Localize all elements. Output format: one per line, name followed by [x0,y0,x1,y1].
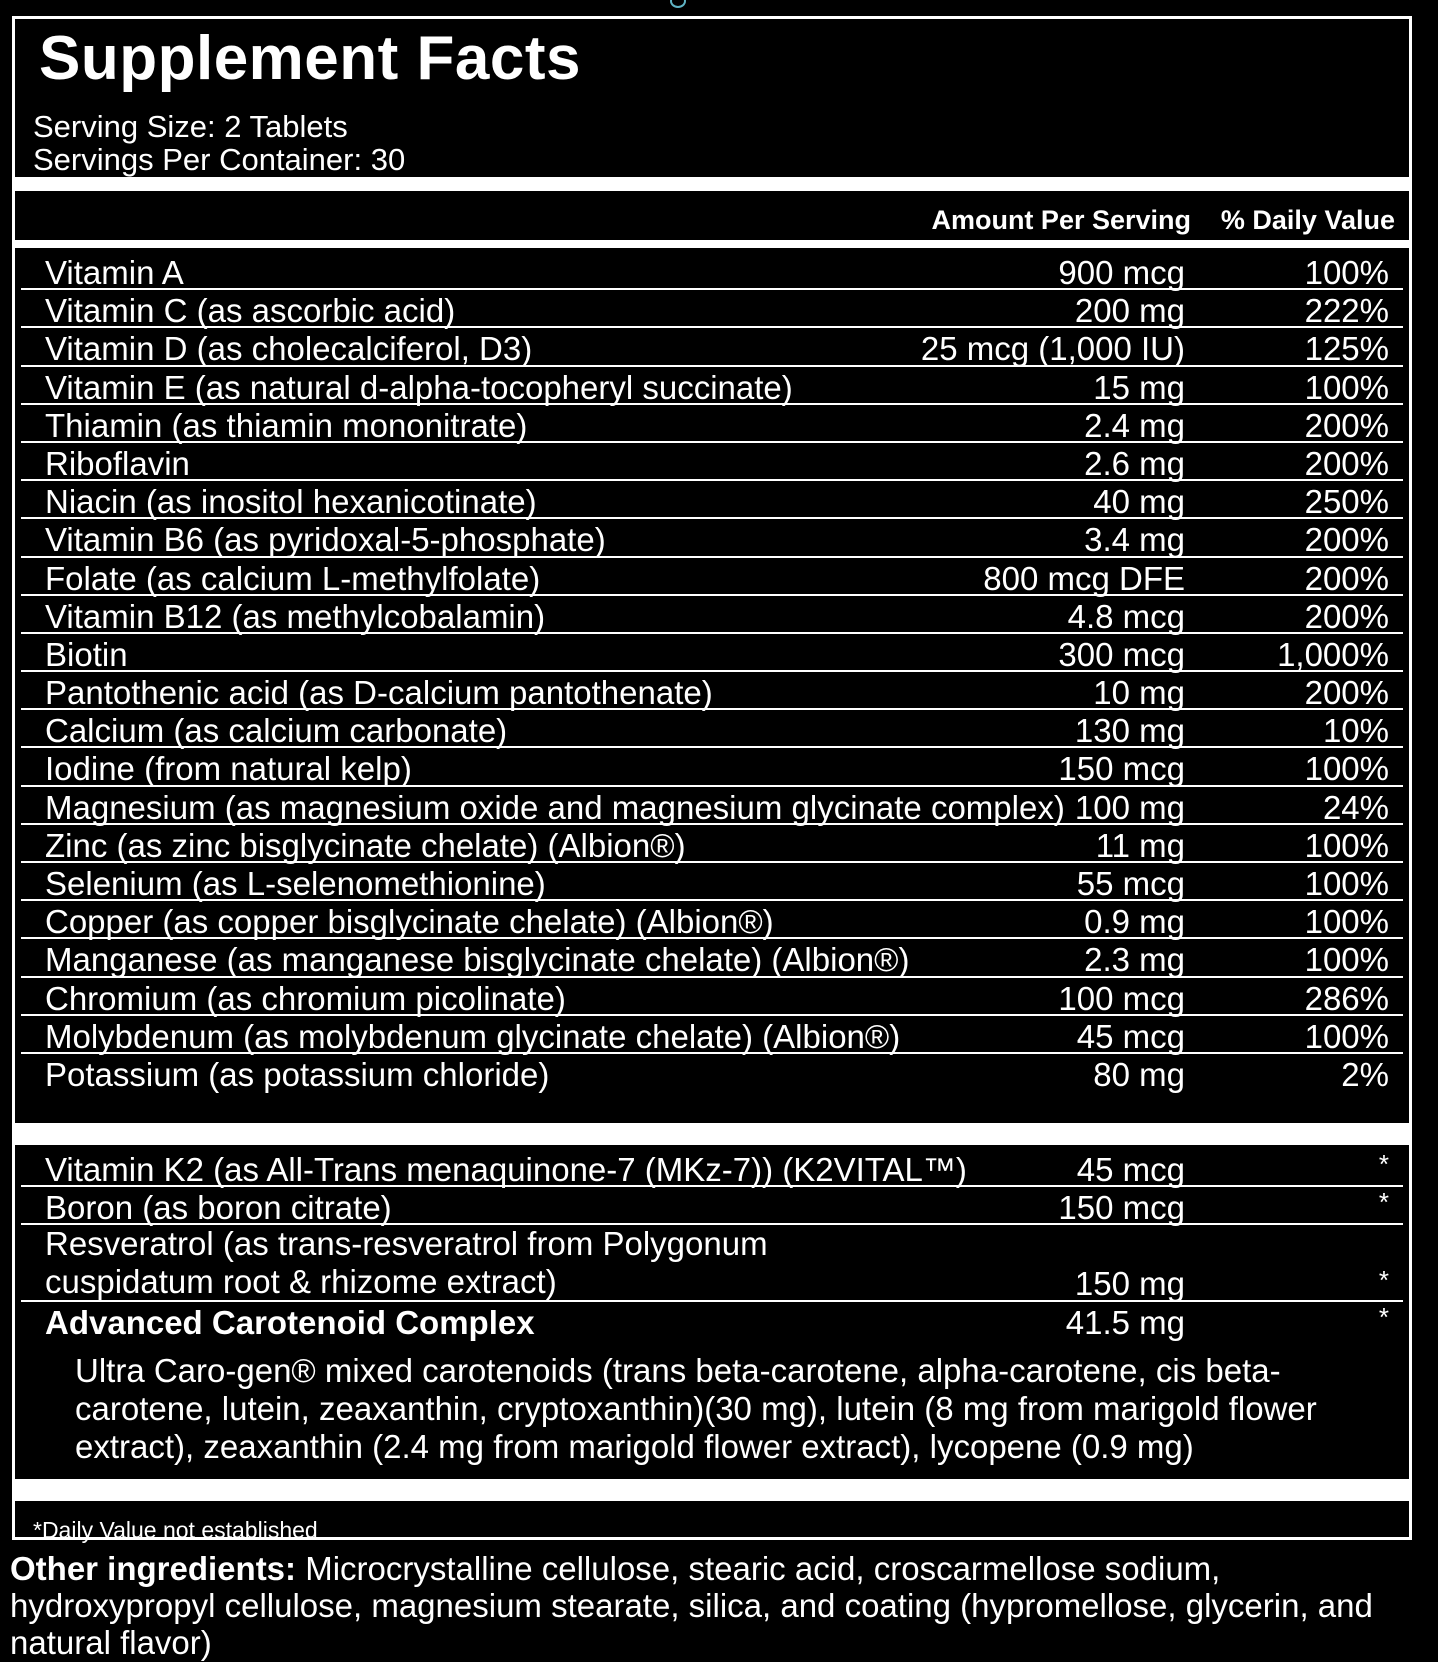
nutrient-daily-value: 200% [1304,521,1389,559]
nutrient-row [21,825,1403,863]
other-ingredients [10,1550,1430,1661]
nutrient-row [21,558,1403,596]
nutrient-name: Folate (as calcium L-methylfolate) [45,559,541,597]
nutrient-row [21,634,1403,672]
nutrient-amount: 25 mcg (1,000 IU) [920,330,1185,368]
nutrient-row [21,367,1403,405]
nutrient-daily-value: 200% [1304,406,1389,444]
nutrient-daily-value: 100% [1304,941,1389,979]
nutrient-daily-value: 100% [1304,903,1389,941]
nutrient-amount: 300 mcg [1058,635,1185,673]
serving-size: Serving Size: 2 Tablets [33,109,348,144]
nutrient-daily-value: * [1378,1301,1389,1332]
nutrient-row [21,328,1403,366]
nutrient-name: Niacin (as inositol hexanicotinate) [45,483,537,521]
nutrient-amount: 45 mcg [1076,1017,1185,1055]
nutrient-row [21,863,1403,901]
nutrient-row [21,1016,1403,1054]
nutrient-row [21,405,1403,443]
nutrient-amount: 200 mg [1074,292,1185,330]
other-ingredients-label: Other ingredients: [10,1550,297,1587]
other-nutrient-row [21,1225,1403,1301]
nutrient-row [21,481,1403,519]
nutrient-amount: 15 mg [1093,368,1185,406]
daily-value-column-header: % Daily Value [1220,205,1395,235]
nutrient-daily-value: 286% [1304,979,1389,1017]
nutrient-name: Copper (as copper bisglycinate chelate) (Albion®) [45,903,774,941]
nutrient-daily-value: 200% [1304,674,1389,712]
nutrient-amount: 2.3 mg [1084,941,1185,979]
nutrient-name: Resveratrol (as trans-resveratrol from Polygonum cuspidatum root & rhizome extract) [45,1225,768,1301]
nutrient-amount: 2.4 mg [1084,406,1185,444]
nutrient-amount: 150 mg [1074,1265,1185,1303]
section-divider [15,1123,1409,1145]
nutrient-name: Selenium (as L-selenomethionine) [45,865,546,902]
nutrient-name: Iodine (from natural kelp) [45,750,412,788]
nutrient-name: Molybdenum (as molybdenum glycinate chelate) (Albion®) [45,1017,901,1055]
amount-column-header: Amount Per Serving [931,205,1191,235]
nutrient-row [21,596,1403,634]
nutrient-row [21,290,1403,328]
nutrient-amount: 10 mg [1093,674,1185,712]
other-ingredients-text: Microcrystalline cellulose, stearic acid, croscarmellose sodium, hydroxypropyl cellulose, magnesium stearate, silica, and coating (hypromellose, glycerin, and natural flavor) [10,1550,1373,1661]
other-nutrient-row [21,1302,1403,1340]
nutrient-table [21,252,1403,1092]
nutrient-amount: 3.4 mg [1084,521,1185,559]
nutrient-name: Thiamin (as thiamin mononitrate) [45,406,528,444]
nutrient-daily-value: * [1378,1187,1389,1218]
nutrient-daily-value: 2% [1341,1055,1389,1093]
nutrient-row [21,901,1403,939]
nutrient-name: Vitamin E (as natural d-alpha-tocopheryl succinate) [45,368,793,406]
nutrient-name: Manganese (as manganese bisglycinate chelate) (Albion®) [45,941,910,979]
nutrient-daily-value: 200% [1304,559,1389,597]
carotenoid-detail [75,1352,1375,1466]
nutrient-name: Riboflavin [45,444,190,482]
panel-title: Supplement Facts [39,24,581,93]
nutrient-name: Vitamin K2 (as All-Trans menaquinone-7 (MKz-7)) (K2VITAL™) [45,1151,967,1188]
footer-divider [15,1479,1409,1501]
nutrient-row [21,443,1403,481]
nutrient-amount: 80 mg [1093,1055,1185,1093]
nutrient-row [21,252,1403,290]
nutrient-amount: 41.5 mg [1065,1303,1185,1341]
nutrient-daily-value: 200% [1304,444,1389,482]
nutrient-amount: 900 mcg [1058,254,1185,291]
nutrient-amount: 4.8 mcg [1067,597,1185,635]
nutrient-name: Vitamin B6 (as pyridoxal-5-phosphate) [45,521,606,559]
other-nutrient-row [21,1149,1403,1187]
nutrient-amount: 130 mg [1074,712,1185,750]
nutrient-daily-value: 10% [1322,712,1389,750]
nutrient-daily-value: 100% [1304,1017,1389,1055]
nutrient-amount: 150 mcg [1058,750,1185,788]
nutrient-amount: 0.9 mg [1084,903,1185,941]
header-divider [15,240,1409,248]
nutrient-row [21,1054,1403,1092]
supplement-facts-panel [12,16,1412,1543]
nutrient-daily-value: 1,000% [1277,635,1389,673]
nutrient-daily-value: 125% [1304,330,1389,368]
nutrient-daily-value: 222% [1304,292,1389,330]
nutrient-daily-value: 100% [1304,750,1389,788]
nutrient-amount: 45 mcg [1076,1151,1185,1188]
nutrient-name: Chromium (as chromium picolinate) [45,979,566,1017]
nutrient-name: Vitamin B12 (as methylcobalamin) [45,597,546,635]
nutrient-name: Advanced Carotenoid Complex [45,1303,535,1341]
nutrient-row [21,672,1403,710]
carotenoid-detail-text: Ultra Caro-gen® mixed carotenoids (trans beta-carotene, alpha-carotene, cis beta-carotene, lutein, zeaxanthin, cryptoxanthin)(30 mg), lutein (8 mg from marigold flower extract), zeaxanthin (2.4 mg from marigold flower extract), lycopene (0.9 mg) [75,1352,1317,1465]
nutrient-row [21,939,1403,977]
nutrient-name: Boron (as boron citrate) [45,1189,392,1227]
nutrient-daily-value: 250% [1304,483,1389,521]
nutrient-daily-value: 100% [1304,826,1389,864]
nutrient-daily-value: 200% [1304,597,1389,635]
nutrient-name: Biotin [45,635,128,673]
other-nutrient-table [21,1149,1403,1340]
nutrient-amount: 800 mcg DFE [983,559,1185,597]
registered-mark-icon [670,0,686,8]
nutrient-amount: 40 mg [1093,483,1185,521]
nutrient-row [21,787,1403,825]
nutrient-name: Calcium (as calcium carbonate) [45,712,508,750]
other-nutrient-row [21,1187,1403,1225]
nutrient-daily-value: 24% [1322,788,1389,826]
nutrient-name: Pantothenic acid (as D-calcium pantothenate) [45,674,713,712]
nutrient-name: Vitamin D (as cholecalciferol, D3) [45,330,533,368]
nutrient-amount: 11 mg [1095,826,1185,864]
nutrient-amount: 100 mcg [1058,979,1185,1017]
nutrient-row [21,748,1403,786]
nutrient-name: Magnesium (as magnesium oxide and magnesium glycinate complex) [45,788,1065,826]
nutrient-name: Potassium (as potassium chloride) [45,1055,550,1093]
servings-per-container: Servings Per Container: 30 [33,142,406,177]
nutrient-daily-value: * [1378,1149,1389,1179]
nutrient-amount: 150 mcg [1058,1189,1185,1227]
nutrient-amount: 2.6 mg [1084,444,1185,482]
nutrient-daily-value: 100% [1304,368,1389,406]
thick-divider [15,177,1409,191]
nutrient-daily-value: 100% [1304,865,1389,902]
nutrient-name: Zinc (as zinc bisglycinate chelate) (Albion®) [45,826,686,864]
nutrient-amount: 55 mcg [1076,865,1185,902]
nutrient-daily-value: * [1378,1265,1389,1296]
nutrient-row [21,519,1403,557]
daily-value-footnote: *Daily Value not established [33,1517,318,1543]
nutrient-row [21,710,1403,748]
nutrient-amount: 100 mg [1074,788,1185,826]
nutrient-row [21,978,1403,1016]
nutrient-name: Vitamin C (as ascorbic acid) [45,292,456,330]
nutrient-name: Vitamin A [45,254,184,291]
nutrient-daily-value: 100% [1304,254,1389,291]
